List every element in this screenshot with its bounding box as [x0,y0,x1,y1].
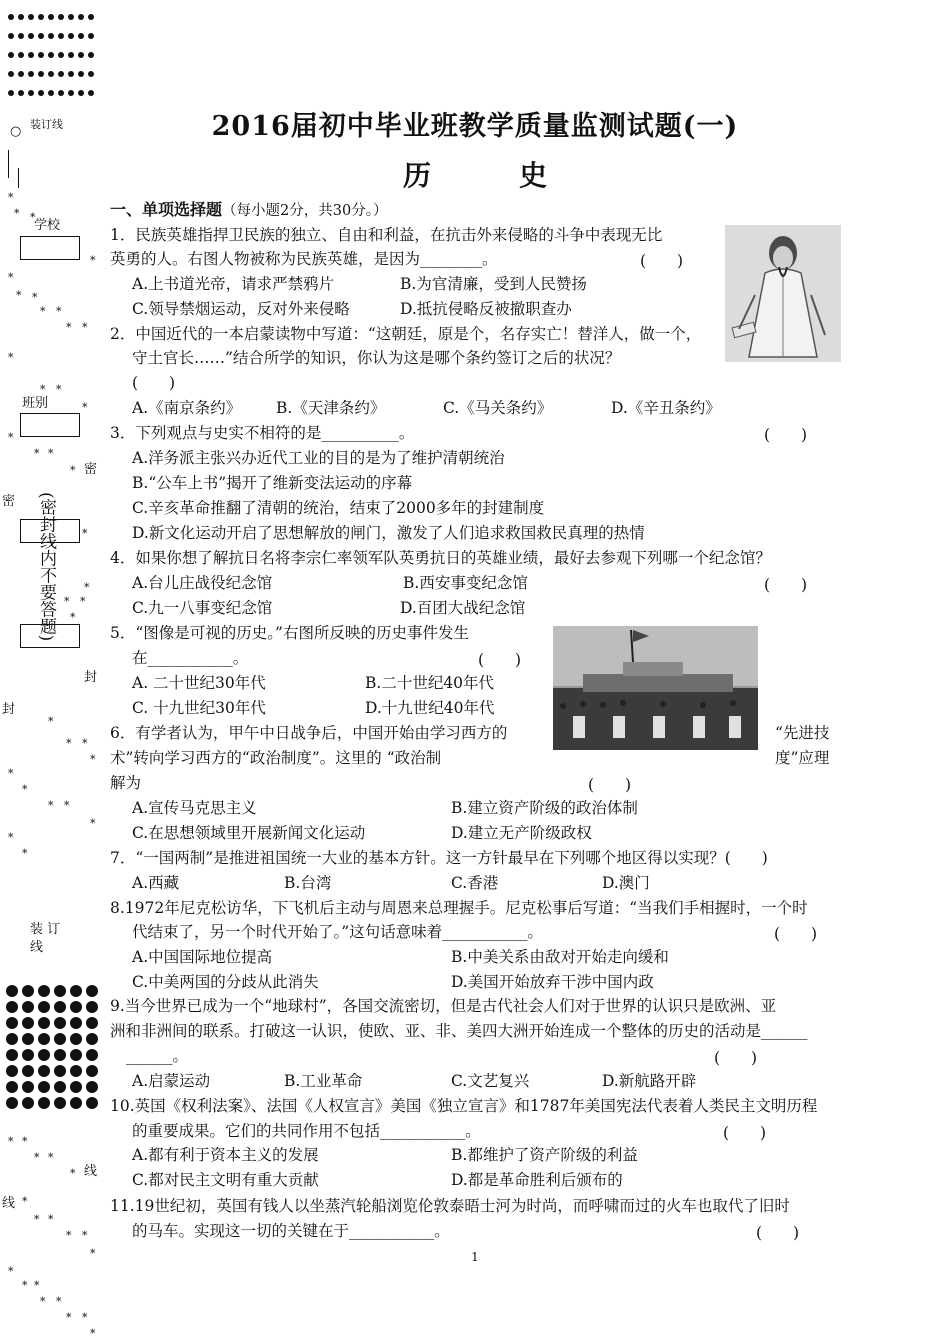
answer-paren: ( ) [478,651,522,669]
decorative-dot [18,33,24,39]
decorative-dot [6,1065,18,1077]
exam-title: 2016届初中毕业班教学质量监测试题(一) [211,111,739,142]
decorative-large-dot-grid [6,985,102,1113]
decorative-dot [54,1033,66,1045]
question-3-option: C.辛亥革命推翻了清朝的统治，结束了2000多年的封建制度 [132,499,545,517]
question-7-option: C.香港 [451,874,499,892]
margin-star: * [8,351,14,364]
decorative-dot [38,52,44,58]
margin-star: * [56,305,62,318]
margin-star: * [66,737,72,750]
seal-char: 封 [84,670,98,685]
question-10-option: A.都有利于资本主义的发展 [132,1146,319,1164]
decorative-dot [86,1065,98,1077]
seal-char: 密 [84,462,98,477]
event-photo-image [553,626,758,750]
school-field[interactable] [20,236,80,260]
question-1-line: 英勇的人。右图人物被称为民族英雄，是因为________。 [110,250,498,268]
question-10-option: C.都对民主文明有重大贡献 [132,1171,319,1189]
question-8-line: 代结束了，另一个时代开始了。”这句话意味着___________。 [132,923,543,941]
decorative-dot [70,1097,82,1109]
question-2-line: 守土官长……”结合所学的知识，你认为这是哪个条约签订之后的状况？ [132,349,621,367]
margin-star: * [64,595,70,608]
question-5-option: D.十九世纪40年代 [365,699,495,717]
margin-star: * [8,271,14,284]
decorative-dot [70,1049,82,1061]
margin-star: * [82,321,88,334]
margin-star: * [22,1135,28,1148]
decorative-dot [48,52,54,58]
question-1-option: D.抵抗侵略反被撤职查办 [400,300,572,318]
decorative-dot [78,52,84,58]
decorative-dot [18,71,24,77]
answer-paren: ( ) [714,1049,758,1067]
question-6-line: 度”应理 [775,749,830,767]
margin-star: * [48,715,54,728]
seal-char: 封 [2,702,16,717]
answer-paren: ( ) [756,1224,800,1242]
question-1-line: 1．民族英雄指捍卫民族的独立、自由和利益，在抗击外来侵略的斗争中表现无比 [110,226,663,244]
decorative-dot [6,985,18,997]
question-6-line: “先进技 [775,724,830,742]
decorative-dot [6,1097,18,1109]
question-7-line: 7．“一国两制”是推进祖国统一大业的基本方针。这一方针最早在下列哪个地区得以实现？( ) [110,849,768,867]
answer-paren: ( ) [764,576,808,594]
question-6-option: B.建立资产阶级的政治体制 [451,799,638,817]
class-field[interactable] [20,413,80,437]
margin-star: * [82,401,88,414]
decorative-dot [18,14,24,20]
question-10-option: D.都是革命胜利后颁布的 [451,1171,623,1189]
question-4-option: A.台儿庄战役纪念馆 [132,574,273,592]
question-2-option: B.《天津条约》 [276,399,386,417]
question-5-option: C. 十九世纪30年代 [132,699,266,717]
question-10-line: 的重要成果。它们的共同作用不包括___________。 [132,1122,481,1140]
question-5-option: A. 二十世纪30年代 [132,674,266,692]
decorative-dot [70,1017,82,1029]
question-8-option: B.中美关系由敌对开始走向缓和 [451,948,669,966]
decorative-dot [28,71,34,77]
decorative-dot [70,1081,82,1093]
decorative-dot [78,90,84,96]
decorative-dot [88,71,94,77]
question-9-line: 9.当今世界已成为一个“地球村”，各国交流密切，但是古代社会人们对于世界的认识只是欧洲、亚 [110,997,777,1015]
decorative-dot [54,1065,66,1077]
page-number: 1 [471,1250,479,1264]
margin-star: * [22,1195,28,1208]
decorative-dot [78,14,84,20]
decorative-dot [8,71,14,77]
margin-star: * [66,321,72,334]
question-4-line: 4．如果你想了解抗日名将李宗仁率领军队英勇抗日的英雄业绩，最好去参观下列哪一个纪念馆？ [110,549,771,567]
question-8-option: A.中国国际地位提高 [132,948,273,966]
decorative-dot [54,1017,66,1029]
question-9-option: A.启蒙运动 [132,1072,211,1090]
margin-star: * [80,595,86,608]
question-5-line: 在___________。 [132,649,249,667]
question-6-line: 解为 [110,774,142,792]
decorative-dot [88,33,94,39]
decorative-dot [54,1001,66,1013]
decorative-dot [38,985,50,997]
question-5-line: 5．“图像是可视的历史。”右图所反映的历史事件发生 [110,624,469,642]
decorative-dot [86,1049,98,1061]
margin-star: * [8,767,14,780]
decorative-dot [54,985,66,997]
decorative-dot [18,52,24,58]
margin-star: * [34,447,40,460]
answer-paren: ( ) [723,1124,767,1142]
margin-star: * [90,753,96,766]
decorative-dot [22,1049,34,1061]
decorative-dot [58,14,64,20]
margin-star: * [32,291,38,304]
question-9-line: 洲和非洲间的联系。打破这一认识，使欧、亚、非、美四大洲开始连成一个整体的历史的活动是______ [110,1022,808,1040]
margin-star: * [40,1295,46,1308]
decorative-dot [18,90,24,96]
decorative-dot [88,90,94,96]
question-3-option: A.洋务派主张兴办近代工业的目的是为了维护清朝统治 [132,449,505,467]
margin-star: * [90,817,96,830]
decorative-dot [68,14,74,20]
question-8-option: D.美国开始放弃干涉中国内政 [451,973,654,991]
margin-star: * [82,1229,88,1242]
margin-star: * [8,1135,14,1148]
decorative-dot [22,1097,34,1109]
question-6-option: C.在思想领域里开展新闻文化运动 [132,824,366,842]
decorative-dot [6,1017,18,1029]
margin-star: * [40,383,46,396]
decorative-dot [70,1065,82,1077]
decorative-dot [22,1001,34,1013]
decorative-dot [48,14,54,20]
decorative-dot [58,71,64,77]
answer-paren: ( ) [640,252,684,270]
question-8-line: 8.1972年尼克松访华，下飞机后主动与周恩来总理握手。尼克松事后写道：“当我们手相握时，一个时 [110,899,808,917]
decorative-dot [88,52,94,58]
question-10-option: B.都维护了资产阶级的利益 [451,1146,638,1164]
question-2-line: 2．中国近代的一本启蒙读物中写道：“这朝廷，原是个，名存实亡！替洋人，做一个， [110,325,702,343]
binding-line-label: 装订线 [30,118,63,131]
decorative-dot [22,1065,34,1077]
decorative-dot [8,52,14,58]
decorative-dot [28,33,34,39]
margin-star: * [8,191,14,204]
school-label: 学校 [34,218,61,233]
decorative-dot [54,1097,66,1109]
decorative-dot [70,1001,82,1013]
margin-star: * [22,847,28,860]
decorative-dot [58,33,64,39]
margin-star: * [8,831,14,844]
seal-char: 线 [84,1164,98,1179]
decorative-dot [86,1097,98,1109]
decorative-dot [38,1081,50,1093]
decorative-dot [6,1049,18,1061]
margin-star: * [48,1213,54,1226]
question-8-option: C.中美两国的分歧从此消失 [132,973,319,991]
question-3-line: 3．下列观点与史实不相符的是__________。 [110,424,415,442]
decorative-dot [70,985,82,997]
question-6-line: 术”转向学习西方的“政治制度”。这里的 “政治制 [110,749,442,767]
margin-star: * [34,1279,40,1292]
margin-star: * [8,431,14,444]
subject-title: 历 史 [402,159,577,192]
question-11-line: 的马车。实现这一切的关键在于___________。 [132,1222,450,1240]
decorative-dot [86,1081,98,1093]
question-6-option: D.建立无产阶级政权 [451,824,592,842]
decorative-dot [86,1001,98,1013]
margin-star: * [8,1265,14,1278]
decorative-dot [28,90,34,96]
decorative-dot [78,33,84,39]
margin-star: * [22,1279,28,1292]
margin-star: * [66,1229,72,1242]
margin-star: * [14,207,20,220]
seal-char: 密 [2,494,16,509]
question-1-option: B.为官清廉，受到人民赞扬 [400,275,587,293]
question-3-option: B.“公车上书”揭开了维新变法运动的序幕 [132,474,413,492]
margin-star: * [30,211,36,224]
question-4-option: B.西安事变纪念馆 [403,574,528,592]
margin-star: * [90,1247,96,1260]
class-label: 班别 [22,396,49,411]
question-2-line: ( ) [132,374,176,392]
decorative-dot [6,1081,18,1093]
section-heading-text: 一、单项选择题 [110,200,223,219]
margin-star: * [70,464,76,477]
decorative-dot [54,1049,66,1061]
decorative-dot [38,1065,50,1077]
question-2-option: A.《南京条约》 [132,399,242,417]
decorative-dot [28,14,34,20]
decorative-dot [22,1033,34,1045]
decorative-dot [68,52,74,58]
decorative-dot [38,1017,50,1029]
question-6-option: A.宣传马克思主义 [132,799,257,817]
decorative-dot [38,1033,50,1045]
margin-star: * [70,611,76,624]
decorative-dot [6,1001,18,1013]
margin-star: * [34,1213,40,1226]
decorative-dot [78,71,84,77]
decorative-dot [68,33,74,39]
decorative-dot [38,1097,50,1109]
margin-star: * [22,783,28,796]
margin-star: * [70,1167,76,1180]
question-4-option: D.百团大战纪念馆 [400,599,526,617]
margin-star: * [48,1151,54,1164]
decorative-dot [38,1049,50,1061]
question-10-line: 10.英国《权利法案》、法国《人权宣言》美国《独立宣言》和1787年美国宪法代表着人类民主文明历程 [110,1097,818,1115]
decorative-dot [48,90,54,96]
decorative-dot [54,1081,66,1093]
answer-paren: ( ) [774,925,818,943]
decorative-dot [8,33,14,39]
question-2-option: C.《马关条约》 [443,399,553,417]
question-7-option: A.西藏 [132,874,180,892]
section-heading [110,200,387,221]
decorative-dot [38,90,44,96]
binding-mid-label: 装 订 [30,922,61,937]
margin-star: * [64,799,70,812]
margin-star: * [16,289,22,302]
margin-star: * [48,447,54,460]
decorative-dot-grid [8,14,98,109]
question-2-option: D.《辛丑条约》 [611,399,721,417]
decorative-dot [22,1081,34,1093]
question-9-option: D.新航路开辟 [602,1072,697,1090]
decorative-dot [38,1001,50,1013]
question-9-line: ______。 [126,1047,189,1065]
question-5-option: B.二十世纪40年代 [365,674,495,692]
margin-star: * [82,1311,88,1324]
decorative-dot [86,985,98,997]
margin-star: * [40,305,46,318]
question-11-line: 11.19世纪初，英国有钱人以坐蒸汽轮船浏览伦敦泰晤士河为时尚，而呼啸而过的火车也取代了旧时 [110,1197,790,1215]
decorative-dot [86,1017,98,1029]
decorative-dot [70,1033,82,1045]
decorative-dot [48,71,54,77]
decorative-dot [68,90,74,96]
decorative-dot [38,71,44,77]
decorative-dot [22,1017,34,1029]
decorative-dot [58,90,64,96]
answer-paren: ( ) [588,776,632,794]
portrait-image [725,225,841,362]
decorative-dot [68,71,74,77]
question-6-line: 6．有学者认为，甲午中日战争后，中国开始由学习西方的 [110,724,508,742]
decorative-dot [38,33,44,39]
question-1-option: A.上书道光帝，请求严禁鸦片 [132,275,335,293]
decorative-dot [22,985,34,997]
binding-mid-label-2: 线 [30,940,44,955]
no-answer-note: (密封线内不要答题) [36,492,56,642]
decorative-dot [8,90,14,96]
circle-mark-icon: ○ [10,124,22,139]
margin-star: * [66,1311,72,1324]
margin-star: * [56,383,62,396]
question-9-option: C.文艺复兴 [451,1072,530,1090]
decorative-dot [6,1033,18,1045]
question-1-option: C.领导禁烟运动，反对外来侵略 [132,300,350,318]
answer-paren: ( ) [764,426,808,444]
decorative-dot [38,14,44,20]
question-9-option: B.工业革命 [284,1072,363,1090]
decorative-dot [48,33,54,39]
margin-star: * [34,1151,40,1164]
question-3-option: D.新文化运动开启了思想解放的闸门，激发了人们追求救国救民真理的热情 [132,524,645,542]
margin-star: * [82,737,88,750]
decorative-dot [58,52,64,58]
decorative-dot [86,1033,98,1045]
margin-star: * [84,581,90,594]
margin-star: * [48,799,54,812]
margin-star: * [82,527,88,540]
margin-star: * [90,1327,96,1340]
section-heading-note: （每小题2分，共30分。） [222,203,388,219]
decorative-dot [28,52,34,58]
question-4-option: C.九一八事变纪念馆 [132,599,273,617]
seal-char: 线 [2,1196,16,1211]
margin-star: * [90,254,96,267]
decorative-dot [88,14,94,20]
decorative-dot [8,14,14,20]
margin-star: * [56,1295,62,1308]
question-7-option: D.澳门 [602,874,650,892]
question-7-option: B.台湾 [284,874,332,892]
